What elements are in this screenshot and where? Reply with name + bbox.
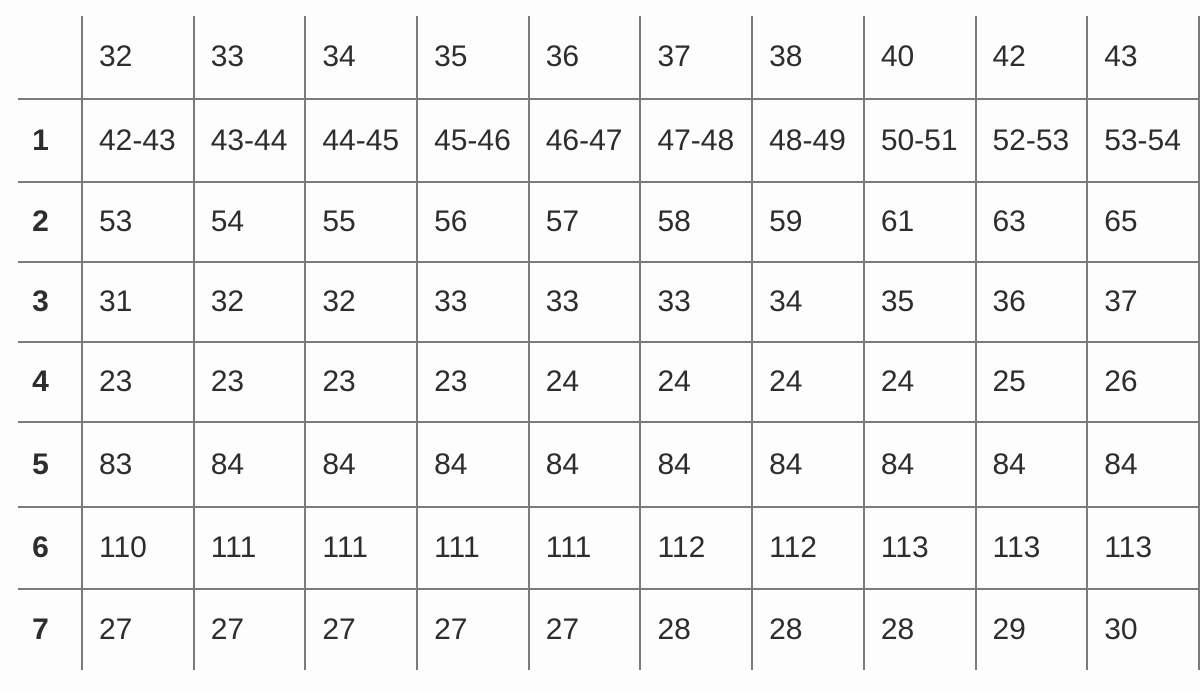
table-cell: 27 (306, 590, 418, 670)
table-cell: 23 (195, 343, 307, 423)
table-cell: 35 (865, 263, 977, 343)
table-cell: 84 (753, 423, 865, 508)
table-cell: 28 (641, 590, 753, 670)
table-cell: 47-48 (641, 100, 753, 183)
table-cell: 25 (977, 343, 1089, 423)
table-cell: 83 (83, 423, 195, 508)
column-header: 40 (865, 16, 977, 100)
row-label: 7 (0, 590, 83, 670)
table-cell: 84 (977, 423, 1089, 508)
column-header: 42 (977, 16, 1089, 100)
table-cell: 56 (418, 183, 530, 263)
table-cell: 33 (530, 263, 642, 343)
size-table (0, 16, 1200, 670)
table-cell: 111 (530, 508, 642, 590)
column-header: 37 (641, 16, 753, 100)
table-cell: 31 (83, 263, 195, 343)
table-cell: 58 (641, 183, 753, 263)
table-cell: 42-43 (83, 100, 195, 183)
table-cell: 30 (1088, 590, 1200, 670)
table-cell: 84 (865, 423, 977, 508)
table-cell: 55 (306, 183, 418, 263)
table-cell: 84 (306, 423, 418, 508)
table-cell: 111 (195, 508, 307, 590)
table-cell: 43-44 (195, 100, 307, 183)
table-cell: 23 (418, 343, 530, 423)
table-cell: 84 (418, 423, 530, 508)
table-cell: 113 (977, 508, 1089, 590)
table-cell: 27 (418, 590, 530, 670)
table-cell: 52-53 (977, 100, 1089, 183)
table-cell: 24 (530, 343, 642, 423)
table-cell: 84 (195, 423, 307, 508)
table-cell: 28 (865, 590, 977, 670)
table-cell: 28 (753, 590, 865, 670)
table-row (0, 263, 1200, 343)
table-cell: 24 (865, 343, 977, 423)
table-row (0, 343, 1200, 423)
column-header: 38 (753, 16, 865, 100)
row-label: 5 (0, 423, 83, 508)
table-cell: 44-45 (306, 100, 418, 183)
table-cell: 34 (753, 263, 865, 343)
row-label: 4 (0, 343, 83, 423)
table-cell: 53 (83, 183, 195, 263)
table-cell: 26 (1088, 343, 1200, 423)
row-label: 3 (0, 263, 83, 343)
table-cell: 63 (977, 183, 1089, 263)
column-header: 32 (83, 16, 195, 100)
table-cell: 110 (83, 508, 195, 590)
table-cell: 53-54 (1088, 100, 1200, 183)
table-cell: 29 (977, 590, 1089, 670)
column-header: 43 (1088, 16, 1200, 100)
table-row (0, 590, 1200, 670)
table-cell: 84 (530, 423, 642, 508)
table-cell: 61 (865, 183, 977, 263)
row-label: 1 (0, 100, 83, 183)
table-cell: 37 (1088, 263, 1200, 343)
row-label: 2 (0, 183, 83, 263)
row-label: 6 (0, 508, 83, 590)
table-cell: 112 (753, 508, 865, 590)
table-row (0, 508, 1200, 590)
table-cell: 112 (641, 508, 753, 590)
table-cell: 33 (418, 263, 530, 343)
table-cell: 24 (753, 343, 865, 423)
table-cell: 36 (977, 263, 1089, 343)
column-header: 34 (306, 16, 418, 100)
table-cell: 33 (641, 263, 753, 343)
left-edge-mask (0, 0, 18, 692)
table-cell: 84 (1088, 423, 1200, 508)
table-cell: 111 (306, 508, 418, 590)
column-header: 33 (195, 16, 307, 100)
table-cell: 23 (83, 343, 195, 423)
table-cell: 50-51 (865, 100, 977, 183)
header-row (0, 16, 1200, 100)
table-cell: 48-49 (753, 100, 865, 183)
table-cell: 113 (1088, 508, 1200, 590)
table-cell: 24 (641, 343, 753, 423)
table-cell: 27 (530, 590, 642, 670)
table-cell: 23 (306, 343, 418, 423)
table-cell: 32 (306, 263, 418, 343)
table-cell: 59 (753, 183, 865, 263)
table-cell: 27 (195, 590, 307, 670)
table-cell: 32 (195, 263, 307, 343)
table-row (0, 423, 1200, 508)
table-row (0, 100, 1200, 183)
column-header: 36 (530, 16, 642, 100)
table-cell: 27 (83, 590, 195, 670)
table-row (0, 183, 1200, 263)
table-cell: 113 (865, 508, 977, 590)
table-cell: 111 (418, 508, 530, 590)
table-cell: 45-46 (418, 100, 530, 183)
table-cell: 46-47 (530, 100, 642, 183)
table-cell: 57 (530, 183, 642, 263)
table-cell: 84 (641, 423, 753, 508)
table-cell: 54 (195, 183, 307, 263)
table-cell: 65 (1088, 183, 1200, 263)
column-header: 35 (418, 16, 530, 100)
